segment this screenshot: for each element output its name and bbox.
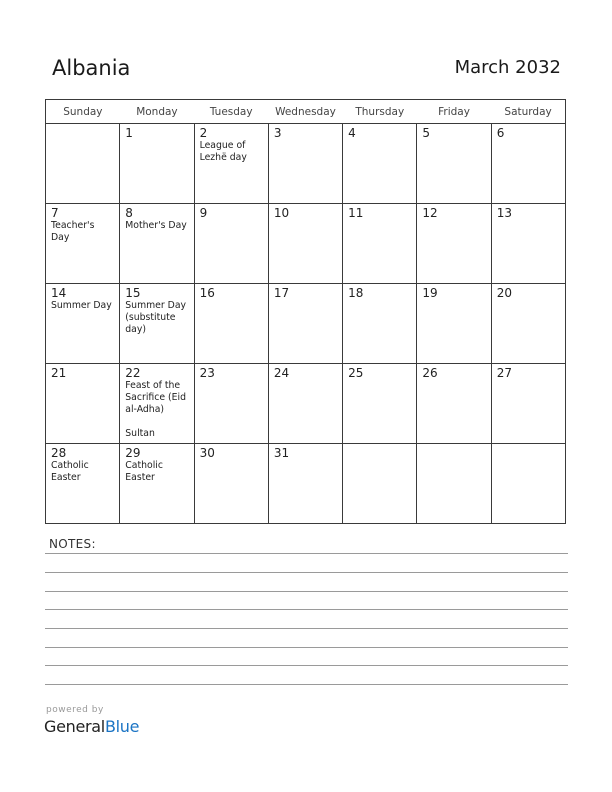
- day-number: 1: [125, 126, 133, 140]
- week-row: [46, 364, 566, 444]
- day-number: 17: [273, 286, 290, 300]
- weekday-tuesday: Tuesday: [194, 100, 268, 124]
- day-number: 28: [51, 446, 67, 460]
- day-number: 14: [51, 286, 67, 300]
- day-number: 26: [422, 366, 438, 380]
- day-number: 15: [125, 286, 141, 300]
- weekday-header-row: [46, 100, 566, 124]
- day-number: 10: [273, 206, 290, 220]
- day-number: 31: [273, 446, 290, 460]
- day-cell[interactable]: [46, 124, 120, 204]
- day-cell[interactable]: [268, 124, 342, 204]
- day-number: 3: [273, 126, 282, 140]
- day-number: 8: [125, 206, 133, 220]
- weekday-sunday: Sunday: [46, 100, 120, 124]
- weekday-saturday: Saturday: [491, 100, 565, 124]
- week-row: [46, 204, 566, 284]
- day-cell[interactable]: [194, 284, 268, 364]
- day-cell[interactable]: [417, 364, 491, 444]
- day-cell[interactable]: [417, 124, 491, 204]
- week-row: [46, 284, 566, 364]
- day-number: 23: [199, 366, 215, 380]
- day-number: 19: [422, 286, 438, 300]
- day-cell[interactable]: [46, 204, 120, 284]
- day-cell[interactable]: [268, 284, 342, 364]
- holiday-label: League of Lezhë day: [199, 140, 247, 163]
- day-cell[interactable]: [120, 124, 194, 204]
- day-cell[interactable]: [46, 364, 120, 444]
- day-number: 5: [422, 126, 431, 140]
- day-number: 20: [496, 286, 512, 300]
- day-cell[interactable]: [194, 124, 268, 204]
- day-cell[interactable]: [491, 124, 565, 204]
- day-number: 4: [348, 126, 356, 140]
- week-row: [46, 444, 566, 524]
- day-cell[interactable]: [120, 364, 194, 444]
- month-year-title: March 2032: [454, 57, 561, 78]
- day-cell[interactable]: [194, 444, 268, 524]
- day-number: 11: [348, 206, 364, 220]
- day-number: 18: [348, 286, 364, 300]
- day-number: 12: [422, 206, 438, 220]
- day-cell[interactable]: [194, 204, 268, 284]
- notes-line: [45, 628, 568, 629]
- day-cell[interactable]: [268, 444, 342, 524]
- notes-label: NOTES:: [49, 537, 96, 551]
- day-cell[interactable]: [194, 364, 268, 444]
- day-cell[interactable]: [46, 444, 120, 524]
- notes-line: [45, 553, 568, 554]
- day-cell[interactable]: [417, 444, 491, 524]
- day-cell[interactable]: [417, 204, 491, 284]
- day-number: 2: [199, 126, 208, 140]
- holiday-label: Summer Day: [51, 300, 112, 311]
- day-number: 25: [348, 366, 364, 380]
- day-cell[interactable]: [120, 204, 194, 284]
- weekday-monday: Monday: [120, 100, 194, 124]
- logo-part-general: General: [44, 717, 105, 736]
- notes-line: [45, 684, 568, 685]
- holiday-label: Catholic Easter: [51, 460, 89, 483]
- generalblue-logo[interactable]: [44, 717, 139, 736]
- holiday-label: Summer Day (substitute day): [125, 300, 187, 335]
- day-cell[interactable]: [343, 284, 417, 364]
- holiday-label: Teacher's Day: [51, 220, 95, 243]
- notes-line: [45, 591, 568, 592]
- day-number: 9: [199, 206, 208, 220]
- day-cell[interactable]: [491, 364, 565, 444]
- holiday-label: Mother's Day: [125, 220, 187, 231]
- weekday-thursday: Thursday: [343, 100, 417, 124]
- holiday-label: Feast of the Sacrifice (Eid al-Adha): [125, 380, 187, 415]
- holiday-label: Catholic Easter: [125, 460, 163, 483]
- day-cell[interactable]: [417, 284, 491, 364]
- day-cell[interactable]: [46, 284, 120, 364]
- day-number: 6: [496, 126, 505, 140]
- day-cell[interactable]: [268, 364, 342, 444]
- day-number: 22: [125, 366, 141, 380]
- day-cell[interactable]: [343, 364, 417, 444]
- day-number: 7: [51, 206, 59, 220]
- notes-line: [45, 572, 568, 573]
- day-number: 21: [51, 366, 67, 380]
- day-number: 16: [199, 286, 215, 300]
- calendar-grid: [45, 99, 566, 524]
- day-number: 24: [273, 366, 290, 380]
- weekday-friday: Friday: [417, 100, 491, 124]
- country-title: Albania: [52, 56, 131, 80]
- day-number: 13: [496, 206, 512, 220]
- day-number: 29: [125, 446, 141, 460]
- day-cell[interactable]: [268, 204, 342, 284]
- day-number: 27: [496, 366, 512, 380]
- day-cell[interactable]: [491, 284, 565, 364]
- day-cell[interactable]: [491, 444, 565, 524]
- day-cell[interactable]: [120, 284, 194, 364]
- notes-line: [45, 665, 568, 666]
- logo-part-blue: Blue: [104, 717, 140, 736]
- holiday-label: Sultan: [125, 428, 155, 439]
- day-cell[interactable]: [120, 444, 194, 524]
- notes-line: [45, 609, 568, 610]
- day-number: 30: [199, 446, 215, 460]
- day-cell[interactable]: [343, 124, 417, 204]
- weekday-wednesday: Wednesday: [268, 100, 342, 124]
- week-row: [46, 124, 566, 204]
- day-cell[interactable]: [343, 444, 417, 524]
- powered-by-text: powered by: [46, 705, 104, 715]
- day-cell[interactable]: [343, 204, 417, 284]
- calendar-body: [46, 124, 566, 524]
- day-cell[interactable]: [491, 204, 565, 284]
- notes-line: [45, 647, 568, 648]
